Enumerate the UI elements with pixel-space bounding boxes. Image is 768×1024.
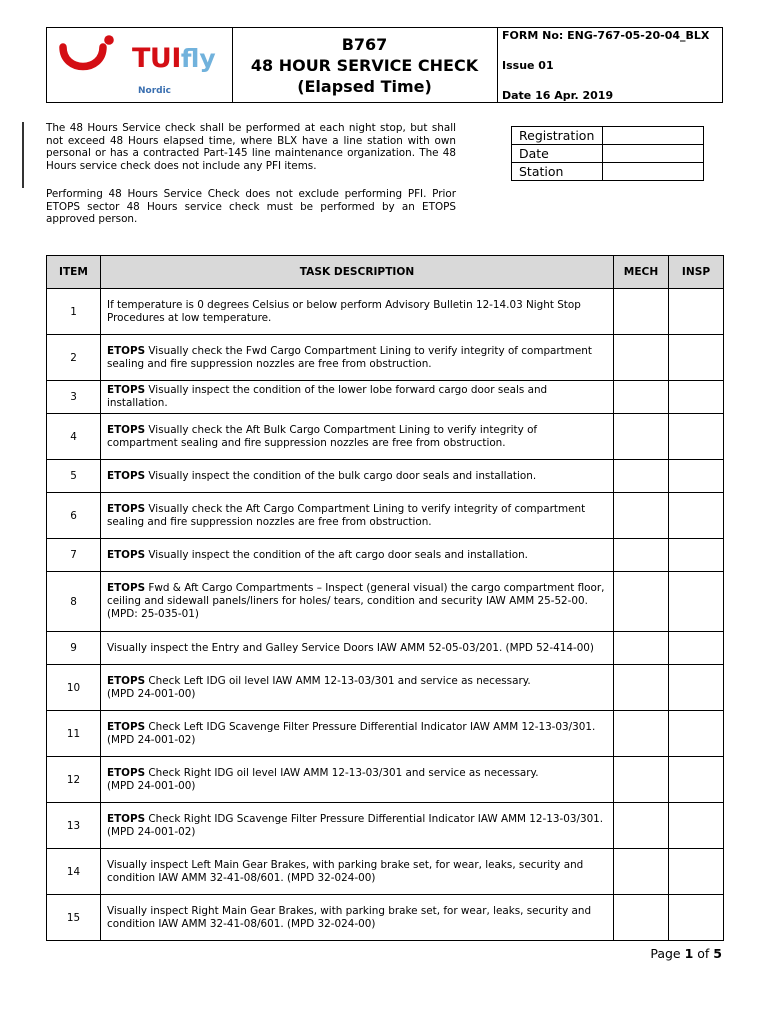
task-description bbox=[101, 711, 614, 757]
table-row bbox=[47, 460, 724, 493]
table-row bbox=[47, 665, 724, 711]
page-footer bbox=[650, 946, 722, 961]
logo-brand-tui: TUI bbox=[132, 43, 181, 74]
item-number: 9 bbox=[47, 632, 101, 665]
task-text: Check Left IDG oil level IAW AMM 12-13-03/301 and service as necessary. bbox=[145, 674, 531, 687]
item-number: 15 bbox=[47, 895, 101, 941]
station-row bbox=[512, 163, 704, 181]
table-row bbox=[47, 572, 724, 632]
issue-number: Issue 01 bbox=[502, 59, 554, 72]
etops-tag: ETOPS bbox=[107, 720, 146, 733]
column-header-insp: INSP bbox=[669, 256, 724, 289]
registration-box bbox=[511, 126, 704, 181]
station-label: Station bbox=[512, 163, 603, 181]
table-row bbox=[47, 803, 724, 849]
task-description bbox=[101, 414, 614, 460]
table-row bbox=[47, 849, 724, 895]
item-number: 4 bbox=[47, 414, 101, 460]
task-text: Visually inspect the condition of the bulk cargo door seals and installation. bbox=[145, 469, 537, 482]
task-description bbox=[101, 493, 614, 539]
logo-cell bbox=[47, 28, 233, 102]
table-row bbox=[47, 895, 724, 941]
task-text: Visually check the Aft Cargo Compartment Lining to verify integrity of compartment sealing and fire suppression nozzles are free from obstruction. bbox=[107, 502, 586, 528]
registration-row bbox=[512, 127, 704, 145]
etops-tag: ETOPS bbox=[107, 812, 146, 825]
table-row bbox=[47, 289, 724, 335]
etops-tag: ETOPS bbox=[107, 423, 146, 436]
mech-signoff-cell[interactable] bbox=[614, 335, 669, 381]
title-line-aircraft: B767 bbox=[341, 35, 388, 54]
task-mpd-ref: (MPD 24-001-00) bbox=[107, 779, 196, 792]
table-row bbox=[47, 632, 724, 665]
task-text: Check Right IDG oil level IAW AMM 12-13-03/301 and service as necessary. bbox=[145, 766, 539, 779]
logo-brand-fly: fly bbox=[180, 44, 216, 73]
task-description bbox=[101, 381, 614, 414]
table-row bbox=[47, 757, 724, 803]
task-text: Check Right IDG Scavenge Filter Pressure Differential Indicator IAW AMM 12-13-03/301. bbox=[145, 812, 604, 825]
insp-signoff-cell[interactable] bbox=[669, 414, 724, 460]
table-row bbox=[47, 711, 724, 757]
task-table bbox=[46, 255, 724, 941]
page-of-label: of bbox=[693, 946, 714, 961]
insp-signoff-cell[interactable] bbox=[669, 665, 724, 711]
task-description bbox=[101, 665, 614, 711]
table-row bbox=[47, 493, 724, 539]
task-mpd-ref: (MPD 24-001-02) bbox=[107, 733, 196, 746]
task-description bbox=[101, 895, 614, 941]
item-number: 10 bbox=[47, 665, 101, 711]
task-text: Visually inspect the Entry and Galley Service Doors IAW AMM 52-05-03/201. (MPD 52-414-00) bbox=[107, 641, 594, 654]
insp-signoff-cell[interactable] bbox=[669, 849, 724, 895]
item-number: 8 bbox=[47, 572, 101, 632]
task-table-body bbox=[47, 289, 724, 941]
mech-signoff-cell[interactable] bbox=[614, 757, 669, 803]
table-row bbox=[47, 539, 724, 572]
date-row bbox=[512, 145, 704, 163]
etops-tag: ETOPS bbox=[107, 766, 146, 779]
insp-signoff-cell[interactable] bbox=[669, 632, 724, 665]
date-label: Date bbox=[512, 145, 603, 163]
item-number: 12 bbox=[47, 757, 101, 803]
item-number: 14 bbox=[47, 849, 101, 895]
task-description bbox=[101, 632, 614, 665]
mech-signoff-cell[interactable] bbox=[614, 460, 669, 493]
task-description bbox=[101, 572, 614, 632]
mech-signoff-cell[interactable] bbox=[614, 803, 669, 849]
task-mpd-ref: (MPD 24-001-00) bbox=[107, 687, 196, 700]
etops-tag: ETOPS bbox=[107, 674, 146, 687]
page-total: 5 bbox=[713, 946, 722, 961]
mech-signoff-cell[interactable] bbox=[614, 665, 669, 711]
item-number: 3 bbox=[47, 381, 101, 414]
insp-signoff-cell[interactable] bbox=[669, 895, 724, 941]
revision-change-bar bbox=[22, 122, 24, 188]
title-cell bbox=[232, 28, 498, 102]
insp-signoff-cell[interactable] bbox=[669, 757, 724, 803]
logo-wordmark bbox=[132, 45, 216, 72]
etops-tag: ETOPS bbox=[107, 502, 146, 515]
insp-signoff-cell[interactable] bbox=[669, 493, 724, 539]
column-header-item: ITEM bbox=[47, 256, 101, 289]
tui-logo-icon bbox=[57, 33, 127, 83]
task-description bbox=[101, 460, 614, 493]
task-text: Visually check the Aft Bulk Cargo Compartment Lining to verify integrity of compartment sealing and fire suppression nozzles are free from obstruction. bbox=[107, 423, 538, 449]
mech-signoff-cell[interactable] bbox=[614, 711, 669, 757]
registration-field[interactable] bbox=[603, 127, 704, 145]
insp-signoff-cell[interactable] bbox=[669, 460, 724, 493]
registration-label: Registration bbox=[512, 127, 603, 145]
etops-tag: ETOPS bbox=[107, 469, 146, 482]
date-field[interactable] bbox=[603, 145, 704, 163]
table-header-row bbox=[47, 256, 724, 289]
insp-signoff-cell[interactable] bbox=[669, 803, 724, 849]
item-number: 2 bbox=[47, 335, 101, 381]
table-row bbox=[47, 381, 724, 414]
mech-signoff-cell[interactable] bbox=[614, 414, 669, 460]
column-header-task: TASK DESCRIPTION bbox=[101, 256, 614, 289]
item-number: 1 bbox=[47, 289, 101, 335]
task-text: Visually check the Fwd Cargo Compartment Lining to verify integrity of compartment sealing and fire suppression nozzles are free from obstruction. bbox=[107, 344, 592, 370]
insp-signoff-cell[interactable] bbox=[669, 335, 724, 381]
task-text: Visually inspect Left Main Gear Brakes, with parking brake set, for wear, leaks, security and condition IAW AMM 32-41-08/601. (MPD 32-024-00) bbox=[107, 858, 584, 884]
page-label: Page bbox=[650, 946, 685, 961]
task-description bbox=[101, 289, 614, 335]
table-row bbox=[47, 414, 724, 460]
task-description bbox=[101, 803, 614, 849]
page-current: 1 bbox=[684, 946, 694, 961]
mech-signoff-cell[interactable] bbox=[614, 381, 669, 414]
mech-signoff-cell[interactable] bbox=[614, 895, 669, 941]
item-number: 7 bbox=[47, 539, 101, 572]
task-text: If temperature is 0 degrees Celsius or below perform Advisory Bulletin 12-14.03 Night Stop Procedures at low temperature. bbox=[107, 298, 581, 324]
mech-signoff-cell[interactable] bbox=[614, 539, 669, 572]
intro-paragraph-2: Performing 48 Hours Service Check does not exclude performing PFI. Prior ETOPS sector 48 Hours service check must be performed by an ETOPS approved person. bbox=[46, 188, 456, 226]
etops-tag: ETOPS bbox=[107, 384, 146, 396]
logo-subtitle: Nordic bbox=[138, 86, 172, 96]
item-number: 6 bbox=[47, 493, 101, 539]
insp-signoff-cell[interactable] bbox=[669, 539, 724, 572]
form-number: FORM No: ENG-767-05-20-04_BLX bbox=[502, 29, 710, 42]
column-header-mech: MECH bbox=[614, 256, 669, 289]
etops-tag: ETOPS bbox=[107, 344, 146, 357]
item-number: 5 bbox=[47, 460, 101, 493]
task-text: Visually inspect Right Main Gear Brakes, with parking brake set, for wear, leaks, security and condition IAW AMM 32-41-08/601. (MPD 32-024-00) bbox=[107, 904, 592, 930]
intro-paragraph-1: The 48 Hours Service check shall be performed at each night stop, but shall not exceed 48 Hours elapsed time, where BLX have a line station with own personal or has a contracted Part-145 line maintenance organization. The 48 Hours service check does not include any PFI items. bbox=[46, 122, 456, 172]
item-number: 13 bbox=[47, 803, 101, 849]
task-text: Visually inspect the condition of the lower lobe forward cargo door seals and installation. bbox=[107, 384, 548, 409]
task-description bbox=[101, 757, 614, 803]
insp-signoff-cell[interactable] bbox=[669, 711, 724, 757]
station-field[interactable] bbox=[603, 163, 704, 181]
task-description bbox=[101, 335, 614, 381]
mech-signoff-cell[interactable] bbox=[614, 289, 669, 335]
task-description bbox=[101, 539, 614, 572]
mech-signoff-cell[interactable] bbox=[614, 572, 669, 632]
item-number: 11 bbox=[47, 711, 101, 757]
etops-tag: ETOPS bbox=[107, 582, 146, 594]
title-line-elapsed: (Elapsed Time) bbox=[297, 77, 432, 96]
task-description bbox=[101, 849, 614, 895]
mech-signoff-cell[interactable] bbox=[614, 632, 669, 665]
task-mpd-ref: (MPD 24-001-02) bbox=[107, 825, 196, 838]
task-text: Check Left IDG Scavenge Filter Pressure Differential Indicator IAW AMM 12-13-03/301. bbox=[145, 720, 596, 733]
table-row bbox=[47, 335, 724, 381]
document-header bbox=[46, 27, 723, 103]
mech-signoff-cell[interactable] bbox=[614, 849, 669, 895]
insp-signoff-cell[interactable] bbox=[669, 572, 724, 632]
title-line-check: 48 HOUR SERVICE CHECK bbox=[250, 56, 479, 75]
insp-signoff-cell[interactable] bbox=[669, 289, 724, 335]
insp-signoff-cell[interactable] bbox=[669, 381, 724, 414]
issue-date: Date 16 Apr. 2019 bbox=[502, 89, 614, 102]
mech-signoff-cell[interactable] bbox=[614, 493, 669, 539]
form-info-cell bbox=[497, 28, 722, 102]
task-text: Fwd & Aft Cargo Compartments – Inspect (general visual) the cargo compartment floor, ceiling and sidewall panels/liners for holes/ tears, condition and security IAW AMM 25-52-00. (MPD: 25-035-01) bbox=[107, 582, 605, 620]
task-text: Visually inspect the condition of the aft cargo door seals and installation. bbox=[145, 548, 528, 561]
etops-tag: ETOPS bbox=[107, 548, 146, 561]
